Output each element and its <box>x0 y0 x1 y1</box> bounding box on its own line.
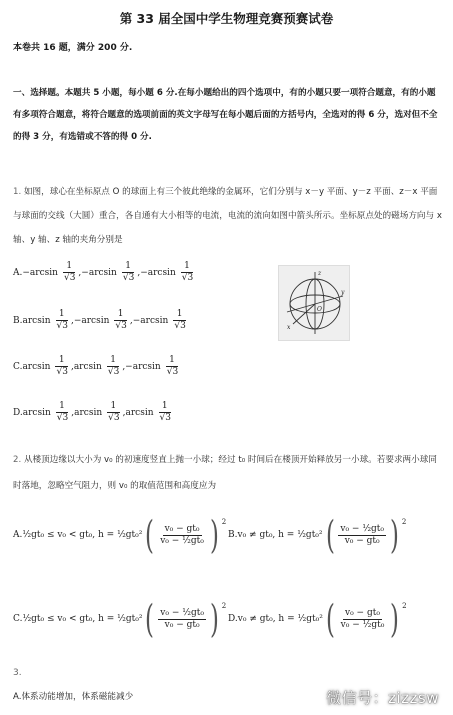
arcsin: arcsin <box>147 267 176 278</box>
radicand: √ 3 <box>173 320 185 331</box>
question-1-text <box>13 180 443 252</box>
option-label: C. <box>13 614 23 624</box>
axis-x-label: x <box>287 324 291 331</box>
q2-option-a <box>13 513 227 557</box>
numerator: 1 <box>176 309 183 319</box>
denominator <box>120 273 136 283</box>
paren-left: ( <box>145 513 155 557</box>
numerator: 1 <box>110 401 117 411</box>
fraction <box>179 262 195 283</box>
denominator: v₀ − ½gt₀ <box>340 619 385 630</box>
sign: ,− <box>78 267 89 278</box>
radicand: √ 3 <box>107 412 119 423</box>
arcsin: arcsin <box>22 315 51 326</box>
sign: − <box>22 267 30 278</box>
numerator: 1 <box>59 401 65 411</box>
paren-right: ) <box>209 513 219 557</box>
q2-option-b <box>228 513 407 557</box>
radicand: √ 3 <box>55 366 67 377</box>
sign: , <box>71 407 75 418</box>
fraction <box>105 356 121 377</box>
option-label: C. <box>13 361 23 372</box>
radicand: √ 3 <box>166 366 178 377</box>
denominator <box>171 321 187 331</box>
fraction <box>54 402 70 423</box>
question-3-number: 3. <box>13 668 22 678</box>
denominator <box>105 367 121 377</box>
numerator: 1 <box>58 309 65 319</box>
paren-left: ( <box>325 597 335 641</box>
exponent: 2 <box>401 518 407 526</box>
fraction <box>112 310 128 331</box>
fraction <box>171 310 187 331</box>
fraction <box>338 525 386 546</box>
numerator: v₀ − gt₀ <box>164 523 200 534</box>
sign: , <box>122 407 126 418</box>
fraction <box>54 310 70 331</box>
option-condition: v₀ ≠ gt₀, h = ½gt₀² <box>237 530 323 540</box>
fraction <box>339 609 387 630</box>
paren-right: ) <box>389 513 399 557</box>
origin-label: O <box>317 306 322 313</box>
option-condition: ½gt₀ ≤ v₀ < gt₀, h = ½gt₀² <box>22 530 143 540</box>
arcsin: arcsin <box>73 361 102 372</box>
q1-option-c <box>13 356 181 377</box>
q1-option-b <box>13 310 189 331</box>
numerator: 1 <box>66 261 73 271</box>
numerator: v₀ − gt₀ <box>345 607 380 618</box>
denominator <box>164 367 180 377</box>
question-1-stem: 如图，球心在坐标原点 O 的球面上有三个彼此绝缘的金属环，它们分别与 x－y 平面、y－z 平面、z－x 平面与球面的交线（大圆）重合，各自通有大小相等的电流，电流的流向如图中箭头所示。坐标原点处的磁场方向与 x 轴、y 轴、z 轴的夹角分别是 <box>13 187 442 245</box>
q3-option-a: A.体系动能增加，体系磁能减少 <box>13 692 134 702</box>
axis-y-label: y <box>341 289 345 296</box>
arcsin: arcsin <box>81 315 110 326</box>
radicand: √ 3 <box>63 272 75 283</box>
sign: ,− <box>70 315 82 326</box>
sphere-diagram <box>279 266 349 340</box>
q1-option-a <box>13 262 196 283</box>
numerator: 1 <box>161 401 168 411</box>
question-2-number: 2. <box>13 455 22 465</box>
numerator: v₀ − ½gt₀ <box>160 607 204 618</box>
question-1-number: 1. <box>13 187 22 197</box>
fraction <box>105 402 121 423</box>
option-label: A. <box>13 530 23 540</box>
fraction <box>53 356 69 377</box>
question-2-stem: 从楼顶边缘以大小为 v₀ 的初速度竖直上抛一小球；经过 t₀ 时间后在楼顶开始释放另一小球。若要求两小球同时落地，忽略空气阻力，则 v₀ 的取值范围和高度应为 <box>13 455 437 491</box>
question-2-text <box>13 447 443 499</box>
exponent: 2 <box>221 602 227 610</box>
q1-sphere-figure <box>278 265 350 341</box>
radicand: √ 3 <box>114 320 126 331</box>
denominator <box>105 413 121 423</box>
numerator: 1 <box>117 309 124 319</box>
denominator <box>112 321 128 331</box>
q1-option-d <box>13 402 174 423</box>
radicand: √ 3 <box>181 272 193 283</box>
paren-right: ) <box>209 597 219 641</box>
arcsin: arcsin <box>29 267 58 278</box>
exponent: 2 <box>402 602 407 610</box>
paren-right: ) <box>390 597 400 641</box>
section-instructions: 一、选择题。本题共 5 小题，每小题 6 分.在每小题给出的四个选项中，有的小题只要一项符合题意，有的小题有多项符合题意，将符合题意的选项前面的英文字母写在每小题后面的方括号内，全选对的得 6 分，选对但不全的得 3 分，有选错或不答的得 0 分. <box>13 88 438 142</box>
arcsin: arcsin <box>140 315 169 326</box>
arcsin: arcsin <box>74 407 103 418</box>
arcsin: arcsin <box>132 361 161 372</box>
option-label: B. <box>228 530 238 540</box>
radicand: √ 3 <box>107 366 119 377</box>
arcsin: arcsin <box>88 267 117 278</box>
paren-left: ( <box>325 513 335 557</box>
fraction <box>158 525 206 546</box>
numerator: 1 <box>125 261 131 271</box>
arcsin: arcsin <box>22 361 51 372</box>
denominator <box>54 413 70 423</box>
numerator: 1 <box>58 355 65 365</box>
fraction <box>157 402 173 423</box>
exam-title: 第 33 届全国中学生物理竞赛预赛试卷 <box>119 11 334 26</box>
fraction <box>120 262 136 283</box>
option-condition: ½gt₀ ≤ v₀ < gt₀, h = ½gt₀² <box>22 614 143 624</box>
axis-z-label: z <box>318 270 322 277</box>
q2-option-c <box>13 597 227 641</box>
option-label: D. <box>228 614 238 624</box>
option-condition: v₀ ≠ gt₀, h = ½gt₀² <box>237 614 323 624</box>
arcsin: arcsin <box>22 407 51 418</box>
watermark: 微信号：zizzsw <box>326 689 439 707</box>
denominator: v₀ − ½gt₀ <box>160 535 204 546</box>
numerator: 1 <box>110 355 116 365</box>
option-label: A. <box>13 267 23 278</box>
radicand: √ 3 <box>56 320 68 331</box>
fraction <box>164 356 180 377</box>
fraction <box>61 262 77 283</box>
radicand: √ 3 <box>159 412 171 423</box>
sign: ,− <box>129 315 141 326</box>
exam-meta: 本卷共 16 题，满分 200 分. <box>13 43 133 53</box>
exponent: 2 <box>221 518 227 526</box>
radicand: √ 3 <box>122 272 134 283</box>
fraction <box>158 609 206 630</box>
denominator <box>54 321 70 331</box>
sign: , <box>70 361 74 372</box>
arcsin: arcsin <box>125 407 154 418</box>
numerator: 1 <box>184 261 190 271</box>
radicand: √ 3 <box>56 412 68 423</box>
denominator <box>179 273 195 283</box>
sign: ,− <box>122 361 133 372</box>
denominator <box>61 273 77 283</box>
denominator: v₀ − gt₀ <box>164 619 200 630</box>
option-label: D. <box>13 407 23 418</box>
option-label: B. <box>13 315 23 326</box>
numerator: 1 <box>169 355 175 365</box>
q2-option-d <box>228 597 407 641</box>
denominator <box>53 367 69 377</box>
paren-left: ( <box>145 597 155 641</box>
denominator: v₀ − gt₀ <box>344 535 380 546</box>
sign: ,− <box>137 267 148 278</box>
numerator: v₀ − ½gt₀ <box>340 523 385 534</box>
denominator <box>157 413 173 423</box>
